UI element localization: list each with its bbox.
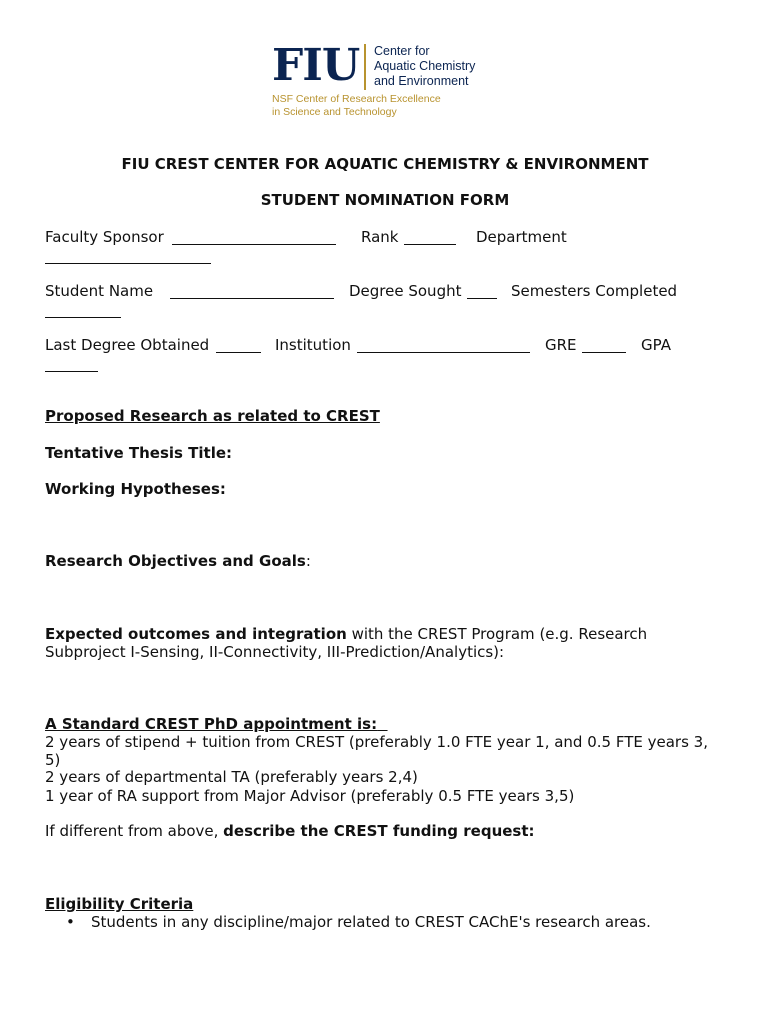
logo-nsf-line: NSF Center of Research Excellence bbox=[272, 93, 441, 105]
objectives-line bbox=[45, 552, 311, 570]
institution-blank[interactable] bbox=[357, 339, 530, 353]
thesis-title-label: Tentative Thesis Title: bbox=[45, 444, 233, 462]
gpa-label: GPA bbox=[641, 336, 671, 354]
proposed-research-heading: Proposed Research as related to CREST bbox=[45, 407, 380, 425]
appointment-line-2: 2 years of departmental TA (preferably years 2,4) bbox=[45, 768, 418, 786]
gpa-blank[interactable] bbox=[45, 358, 98, 372]
semesters-completed-blank[interactable] bbox=[45, 304, 121, 318]
gre-blank[interactable] bbox=[582, 339, 626, 353]
objectives-label: Research Objectives and Goals bbox=[45, 552, 306, 570]
appointment-line-1: 2 years of stipend + tuition from CREST (preferably 1.0 FTE year 1, and 0.5 FTE years 3, bbox=[45, 733, 708, 751]
outcomes-text: with the CREST Program (e.g. Research bbox=[346, 625, 648, 643]
department-blank[interactable] bbox=[45, 250, 211, 264]
rank-blank[interactable] bbox=[404, 231, 456, 245]
faculty-sponsor-blank[interactable] bbox=[172, 231, 336, 245]
fiu-crest-logo bbox=[268, 42, 500, 122]
appointment-heading-text: A Standard CREST PhD appointment is: bbox=[45, 715, 378, 733]
faculty-sponsor-label: Faculty Sponsor bbox=[45, 228, 164, 246]
logo-center-line: Center for bbox=[374, 44, 430, 58]
appointment-line-1b: 5) bbox=[45, 751, 61, 769]
outcomes-line-2: Subproject I-Sensing, II-Connectivity, III-Prediction/Analytics): bbox=[45, 643, 505, 661]
degree-sought-blank[interactable] bbox=[467, 285, 497, 299]
eligibility-item: Students in any discipline/major related to CREST CAChE's research areas. bbox=[91, 913, 651, 931]
funding-request-line bbox=[45, 822, 535, 840]
funding-request-label: describe the CREST funding request: bbox=[223, 822, 535, 840]
logo-center-line: Aquatic Chemistry bbox=[374, 59, 476, 73]
outcomes-label: Expected outcomes and integration bbox=[45, 625, 347, 643]
appointment-heading bbox=[45, 715, 388, 733]
department-label: Department bbox=[476, 228, 567, 246]
hypotheses-label: Working Hypotheses: bbox=[45, 480, 226, 498]
objectives-colon: : bbox=[305, 552, 311, 570]
logo-center-line: and Environment bbox=[374, 74, 469, 88]
eligibility-heading: Eligibility Criteria bbox=[45, 895, 194, 913]
appointment-line-3: 1 year of RA support from Major Advisor (preferably 0.5 FTE years 3,5) bbox=[45, 787, 575, 805]
logo-divider bbox=[364, 44, 366, 90]
logo-fiu-mark: FIU bbox=[272, 40, 360, 91]
funding-request-prefix: If different from above, bbox=[45, 822, 224, 840]
bullet-icon: • bbox=[66, 913, 75, 931]
semesters-completed-label: Semesters Completed bbox=[511, 282, 678, 300]
degree-sought-label: Degree Sought bbox=[349, 282, 462, 300]
form-subtitle: STUDENT NOMINATION FORM bbox=[260, 191, 510, 209]
last-degree-blank[interactable] bbox=[216, 339, 261, 353]
logo-center-name bbox=[374, 44, 475, 89]
last-degree-label: Last Degree Obtained bbox=[45, 336, 210, 354]
gre-label: GRE bbox=[545, 336, 577, 354]
logo-nsf-tagline bbox=[272, 93, 441, 119]
student-name-label: Student Name bbox=[45, 282, 154, 300]
form-title: FIU CREST CENTER FOR AQUATIC CHEMISTRY & ENVIRONMENT bbox=[121, 155, 649, 173]
outcomes-line bbox=[45, 625, 647, 643]
logo-nsf-line: in Science and Technology bbox=[272, 106, 397, 118]
student-name-blank[interactable] bbox=[170, 285, 334, 299]
rank-label: Rank bbox=[361, 228, 399, 246]
institution-label: Institution bbox=[275, 336, 351, 354]
